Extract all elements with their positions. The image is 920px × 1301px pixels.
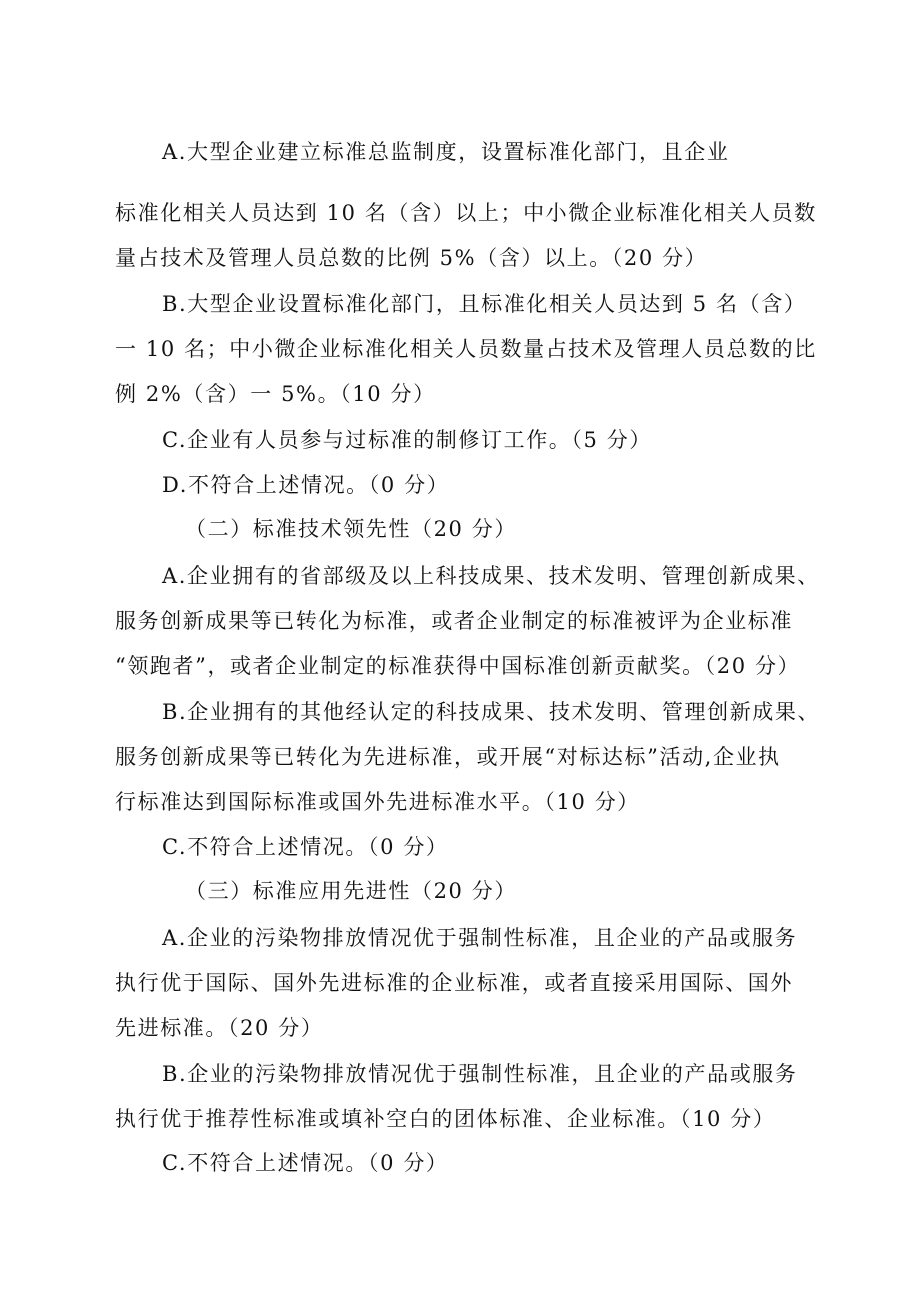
paragraph-line: A.企业的污染物排放情况优于强制性标准，且企业的产品或服务	[162, 926, 798, 950]
paragraph-line: 执行优于国际、国外先进标准的企业标准，或者直接采用国际、国外	[115, 971, 793, 995]
paragraph-line: 例 2%（含）一 5%。（10 分）	[115, 382, 436, 406]
paragraph-line: 执行优于推荐性标准或填补空白的团体标准、企业标准。（10 分）	[115, 1107, 776, 1131]
paragraph-line: 标准化相关人员达到 10 名（含）以上；中小微企业标准化相关人员数	[115, 201, 817, 225]
paragraph-line: 服务创新成果等已转化为标准，或者企业制定的标准被评为企业标准	[115, 609, 793, 633]
paragraph-line: B.大型企业设置标准化部门，且标准化相关人员达到 5 名（含）	[162, 292, 807, 316]
paragraph-line: C.企业有人员参与过标准的制修订工作。（5 分）	[162, 428, 652, 452]
paragraph-line: C.不符合上述情况。（0 分）	[162, 835, 449, 859]
section-heading: （二）标准技术领先性（20 分）	[185, 517, 517, 541]
paragraph-line: B.企业的污染物排放情况优于强制性标准，且企业的产品或服务	[162, 1062, 798, 1086]
paragraph-line: 一 10 名；中小微企业标准化相关人员数量占技术及管理人员总数的比	[115, 337, 817, 361]
section-heading: （三）标准应用先进性（20 分）	[185, 879, 517, 903]
paragraph-line: A.大型企业建立标准总监制度，设置标准化部门，且企业	[162, 140, 730, 164]
paragraph-line: D.不符合上述情况。（0 分）	[162, 473, 450, 497]
paragraph-line: C.不符合上述情况。（0 分）	[162, 1151, 449, 1175]
paragraph-line: B.企业拥有的其他经认定的科技成果、技术发明、管理创新成果、	[162, 700, 821, 724]
paragraph-line: 量占技术及管理人员总数的比例 5%（含）以上。（20 分）	[115, 246, 708, 270]
paragraph-line: 先进标准。（20 分）	[115, 1016, 324, 1040]
paragraph-line: 服务创新成果等已转化为先进标准，或开展“对标达标”活动,企业执	[115, 745, 781, 769]
paragraph-line: A.企业拥有的省部级及以上科技成果、技术发明、管理创新成果、	[162, 564, 820, 588]
paragraph-line: “领跑者”，或者企业制定的标准获得中国标准创新贡献奖。（20 分）	[115, 654, 801, 678]
paragraph-line: 行标准达到国际标准或国外先进标准水平。（10 分）	[115, 790, 640, 814]
